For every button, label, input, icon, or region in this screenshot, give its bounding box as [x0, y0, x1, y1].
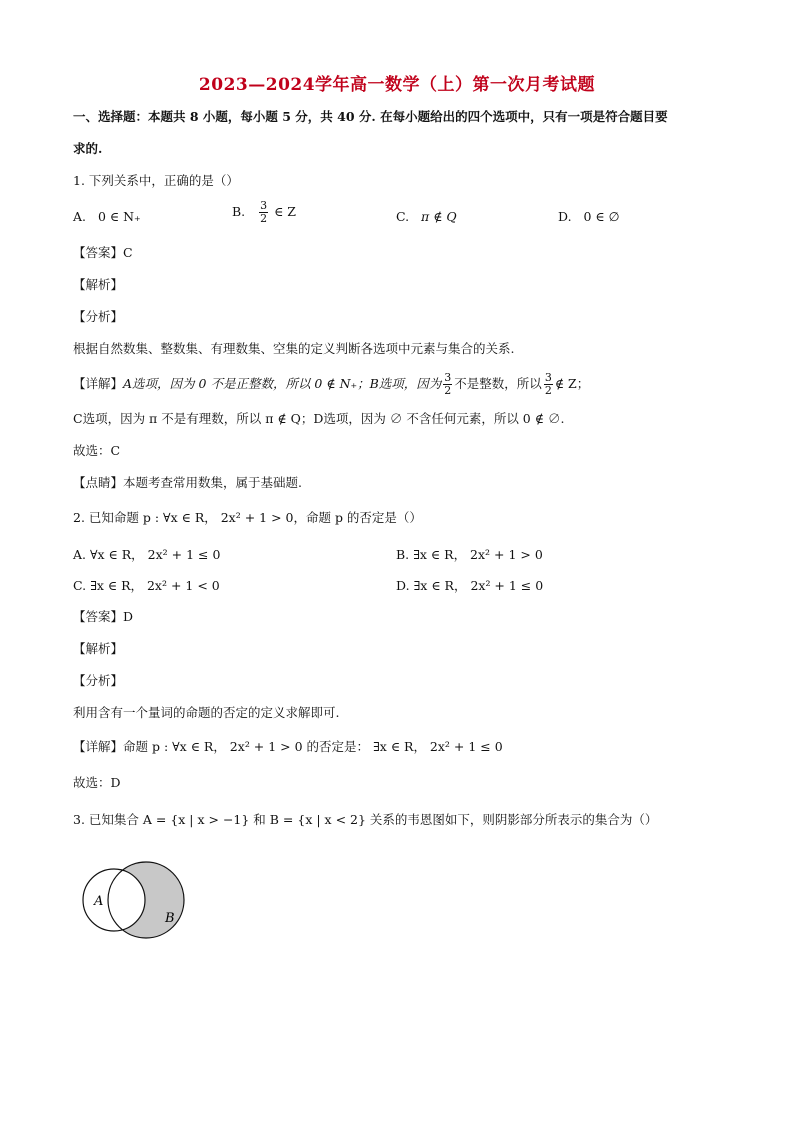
question-2-stem: 2. 已知命题 p : ∀x ∈ R， 2x² + 1 > 0，命题 p 的否定是（）	[73, 510, 422, 525]
q2-option-a: A. ∀x ∈ R， 2x² + 1 ≤ 0	[73, 547, 221, 562]
q1-option-c-label: C.	[396, 209, 410, 224]
venn-label-b: B	[165, 911, 175, 926]
q1-jiexi-heading: 【解析】	[73, 277, 124, 292]
q1-detail-fraction-1: $\frac{3}{2}$	[444, 371, 452, 397]
page-title: 2023—2024学年高一数学（上）第一次月考试题	[198, 75, 596, 95]
q1-option-b-fraction: $\frac{3}{2}$	[260, 199, 268, 225]
q2-option-d: D. ∃x ∈ R， 2x² + 1 ≤ 0	[396, 578, 544, 593]
venn-label-a: A	[94, 894, 104, 909]
q2-fenxi-text: 利用含有一个量词的命题的否定的定义求解即可.	[73, 705, 340, 720]
q1-dianjing: 【点睛】本题考查常用数集，属于基础题.	[73, 475, 302, 490]
q1-option-a	[73, 208, 141, 226]
q1-option-c	[396, 208, 457, 226]
q2-fenxi-heading: 【分析】	[73, 673, 124, 688]
q1-detail-part-c: 不是整数，所以	[454, 376, 542, 391]
q1-detail-part-b: A选项，因为 0 不是正整数，所以 0 ∉ N₊；B选项，因为	[123, 376, 442, 391]
q1-fenxi-heading: 【分析】	[73, 309, 124, 324]
section-heading-line-1: 一、选择题：本题共 8 小题，每小题 5 分，共 40 分. 在每小题给出的四个选项中，只有一项是符合题目要	[73, 109, 668, 124]
q2-choose: 故选：D	[73, 775, 121, 790]
q1-option-a-text: 0 ∈ N₊	[97, 209, 141, 224]
q1-option-d	[558, 208, 620, 226]
q1-choose: 故选：C	[73, 443, 121, 458]
q1-fenxi-text: 根据自然数集、整数集、有理数集、空集的定义判断各选项中元素与集合的关系.	[73, 341, 515, 356]
section-heading-line-2: 求的.	[73, 141, 103, 156]
q1-detail-part-d: ∉ Z；	[554, 376, 590, 391]
question-3-stem: 3. 已知集合 A = {x | x > −1} 和 B = {x | x < 2} 关系的韦恩图如下，则阴影部分所表示的集合为（）	[73, 812, 658, 827]
q1-option-a-label: A.	[73, 209, 87, 224]
q1-option-b-label: B.	[232, 204, 246, 219]
q1-option-b	[232, 200, 296, 225]
q2-answer: 【答案】D	[73, 609, 134, 624]
q1-option-d-label: D.	[558, 209, 572, 224]
q2-option-c: C. ∃x ∈ R， 2x² + 1 < 0	[73, 578, 220, 593]
question-1-stem: 1. 下列关系中，正确的是（）	[73, 173, 239, 188]
q1-detail-line-2: C选项，因为 π 不是有理数，所以 π ∉ Q；D选项，因为 ∅ 不含任何元素，所以 0 ∉ ∅.	[73, 411, 565, 426]
venn-diagram	[80, 860, 192, 940]
q2-option-b: B. ∃x ∈ R， 2x² + 1 > 0	[396, 547, 543, 562]
q2-jiexi-heading: 【解析】	[73, 641, 124, 656]
q1-option-c-text: π ∉ Q	[421, 209, 457, 224]
q2-detail: 【详解】命题 p : ∀x ∈ R， 2x² + 1 > 0 的否定是： ∃x ∈ R， 2x² + 1 ≤ 0	[73, 739, 503, 754]
q1-option-d-text: 0 ∈ ∅	[583, 209, 620, 224]
q1-answer: 【答案】C	[73, 245, 133, 260]
q1-detail-line-1: 【详解】A选项，因为 0 不是正整数，所以 0 ∉ N₊；B选项，因为 $\frac{3}{2}$ 不是整数，所以 $\frac{3}{2}$ ∉ Z；	[73, 371, 590, 397]
q1-option-b-text: ∈ Z	[274, 204, 296, 219]
q1-detail-fraction-2: $\frac{3}{2}$	[544, 371, 552, 397]
